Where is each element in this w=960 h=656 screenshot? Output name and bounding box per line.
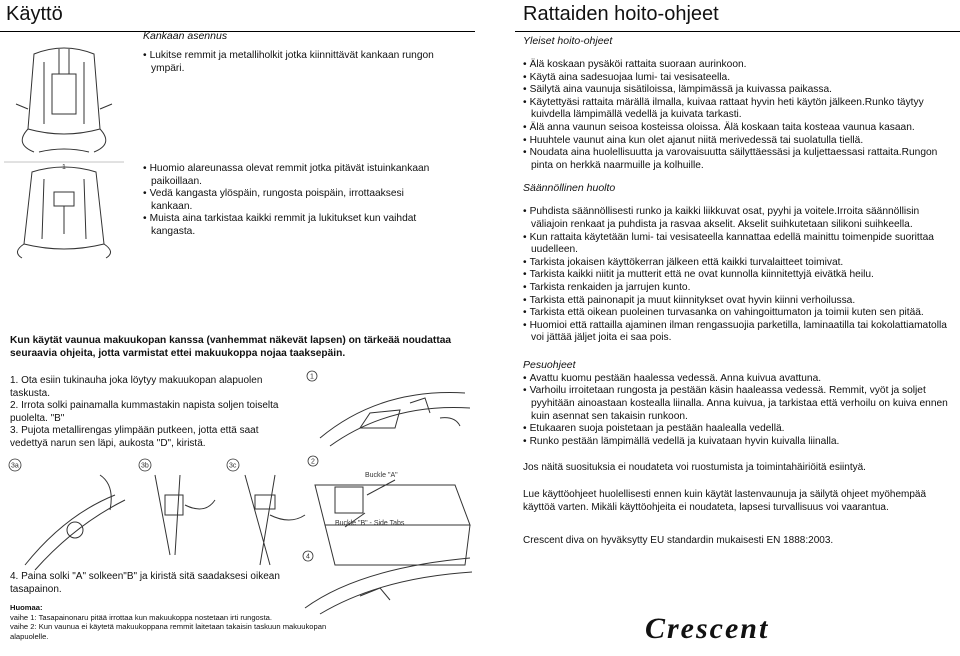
list-item: • Huomio alareunassa olevat remmit jotka pitävät istuinkankaan paikoillaan. (143, 163, 433, 188)
note-line-1: vaihe 1: Tasapainonaru pitää irrottaa kun makuukoppa nostetaan irti rungosta. (10, 612, 273, 622)
callout-3c: 3c (229, 462, 237, 470)
step-3-illustrations (5, 455, 325, 575)
list-item: • Lukitse remmit ja metalliholkit jotka kiinnittävät kankaan rungon ympäri. (143, 50, 463, 75)
buckle-a-label: Buckle "A" (365, 472, 398, 479)
standard-approval: Crescent diva on hyväksytty EU standardin mukaisesti EN 1888:2003. (523, 535, 834, 547)
step-4-text: 4. Paina solki "A" solkeen"B" ja kiristä sitä saadaksesi oikean tasapainon. (10, 571, 280, 595)
maintenance-bullets (523, 206, 953, 345)
general-bullets (523, 59, 953, 172)
list-item: • Huuhtele vaunut aina kun olet ajanut niitä merivedessä tai suolatulla tiellä. (523, 135, 953, 148)
callout-3a: 3a (11, 462, 19, 470)
list-item: • Tarkista renkaiden ja jarrujen kunto. (523, 282, 953, 295)
washing-bullets (523, 373, 953, 449)
buckle-b-label: Buckle "B" - Side Tabs (335, 520, 405, 527)
list-item: • Etukaaren suoja poistetaan ja pestään haalealla vedellä. (523, 423, 953, 436)
step-1: 1. Ota esiin tukinauha joka löytyy makuukopan alapuolen taskusta. (10, 375, 263, 399)
list-item: • Älä anna vaunun seisoa kosteissa oloissa. Älä koskaan taita kosteaa vaunua kasaan. (523, 122, 953, 135)
list-item: • Avattu kuomu pestään haalessa vedessä. Anna kuivua avattuna. (523, 373, 953, 386)
fabric-section (143, 30, 463, 75)
care-section (523, 35, 953, 548)
section-heading-fabric: Kankaan asennus (143, 30, 228, 42)
list-item: • Huomioi että rattailla ajaminen ilman rengassuojia parketilla, laminaatilla tai kokolattiamatolla voi jättää jäljet joita ei saa pois. (523, 320, 953, 345)
fabric-section-2 (143, 163, 433, 239)
right-title-rule (515, 31, 960, 32)
callout-2: 2 (311, 458, 315, 466)
list-item: • Käytettyäsi rattaita märällä ilmalla, kuivaa rattaat hyvin heti käytön jälkeen.Runko täytyy kuivdella lämpimällä vedellä ja kuivata tarkasti. (523, 97, 953, 122)
steps-list (10, 375, 295, 451)
carrycot-notice: Kun käytät vaunua makuukopan kanssa (vanhemmat näkevät lapsen) on tärkeää noudattaa seuraavia ohjeita, jotta varmistat ettei makuukoppa nojaa taaksepäin. (10, 335, 452, 359)
section-heading-maintenance: Säännöllinen huolto (523, 182, 616, 195)
list-item: • Vedä kangasta ylöspäin, rungosta poispäin, irrottaaksesi kankaan. (143, 188, 433, 213)
note-line-2: vaihe 2: Kun vaunua ei käytetä makuukoppana remmit laitetaan takaisin taskuun makuukopan alapuolelle. (10, 622, 327, 641)
list-item: • Tarkista jokaisen käyttökerran jälkeen että kaikki turvalaitteet toimivat. (523, 257, 953, 270)
svg-text:1: 1 (62, 164, 66, 171)
list-item: • Säilytä aina vaunuja sisätiloissa, lämpimässä ja kuivassa paikassa. (523, 84, 953, 97)
fabric-illustration (4, 34, 124, 259)
section-heading-washing: Pesuohjeet (523, 358, 576, 371)
list-item: • Muista aina tarkistaa kaikki remmit ja lukitukset kun vaihdat kangasta. (143, 213, 433, 238)
list-item: • Tarkista että oikean puoleinen turvasanka on vahingoittumaton ja toimii kuten sen pitää. (523, 307, 953, 320)
read-instructions: Lue käyttöohjeet huolellisesti ennen kuin käytät lastenvaunuja ja säilytä ohjeet myöhempää käyttöä varten. Mikäli käyttöohjeita ei noudateta, lapsesi turvallisuus voi vaarantua. (523, 489, 927, 513)
list-item: • Älä koskaan pysäköi rattaita suoraan aurinkoon. (523, 59, 953, 72)
list-item: • Tarkista että painonapit ja muut kiinnitykset ovat hyvin kiinni verhoilussa. (523, 295, 953, 308)
callout-3b: 3b (141, 462, 149, 470)
list-item: • Kun rattaita käytetään lumi- tai vesisateella kannattaa edellä mainittu toimenpide suorittaa uudelleen. (523, 232, 953, 257)
callout-1: 1 (310, 373, 314, 381)
step-1-illustration (300, 368, 475, 458)
callout-4: 4 (306, 553, 310, 561)
fabric-bullets-1 (143, 50, 463, 75)
crescent-logo: Crescent (645, 612, 770, 645)
note-block (10, 603, 330, 641)
list-item: • Noudata aina huolellisuutta ja varovaisuutta säilyttäessäsi ja kuljettaessasi rattaita.Rungon pinta on herkkä naarmuille ja kolhuille. (523, 147, 953, 172)
list-item: • Käytä aina sadesuojaa lumi- tai vesisateella. (523, 72, 953, 85)
section-heading-general: Yleiset hoito-ohjeet (523, 35, 613, 47)
step-3: 3. Pujota metallirengas ylimpään putkeen, jotta että saat vedettyä narun sen läpi, aukosta "D", kiristä. (10, 425, 259, 449)
note-heading: Huomaa: (10, 603, 43, 612)
list-item: • Varhoilu irroitetaan rungosta ja pestään käsin haaleassa vedessä. Remmit, vyöt ja soljet pyyhitään ainoastaan kostealla liinalla. Anna kuivua, ja tarkistaa että verhoilu on kuiva ennen kuin asennat sen takaisin runkoon. (523, 385, 953, 423)
list-item: • Puhdista säännöllisesti runko ja kaikki liikkuvat osat, pyyhi ja voitele.Irroita säännöllisin väliajoin renkaat ja puhdista ja rasvaa akselit. Akselit suihkutetaan silikoni suihkeella. (523, 206, 953, 231)
page-title-left: Käyttö (6, 3, 63, 25)
rust-warning: Jos näitä suosituksia ei noudateta voi ruostumista ja toimintahäiriöitä esiintyä. (523, 462, 866, 474)
fabric-bullets-2 (143, 163, 433, 239)
list-item: • Tarkista kaikki niitit ja mutterit että ne ovat kunnolla kiinnitettyjä eivätkä heilu. (523, 269, 953, 282)
step-2: 2. Irrota solki painamalla kummastakin napista soljen toiselta puolelta. "B" (10, 400, 279, 424)
page-title-right: Rattaiden hoito-ohjeet (523, 3, 719, 25)
list-item: • Runko pestään lämpimällä vedellä ja kuivataan hyvin kuivalla liinalla. (523, 436, 953, 449)
